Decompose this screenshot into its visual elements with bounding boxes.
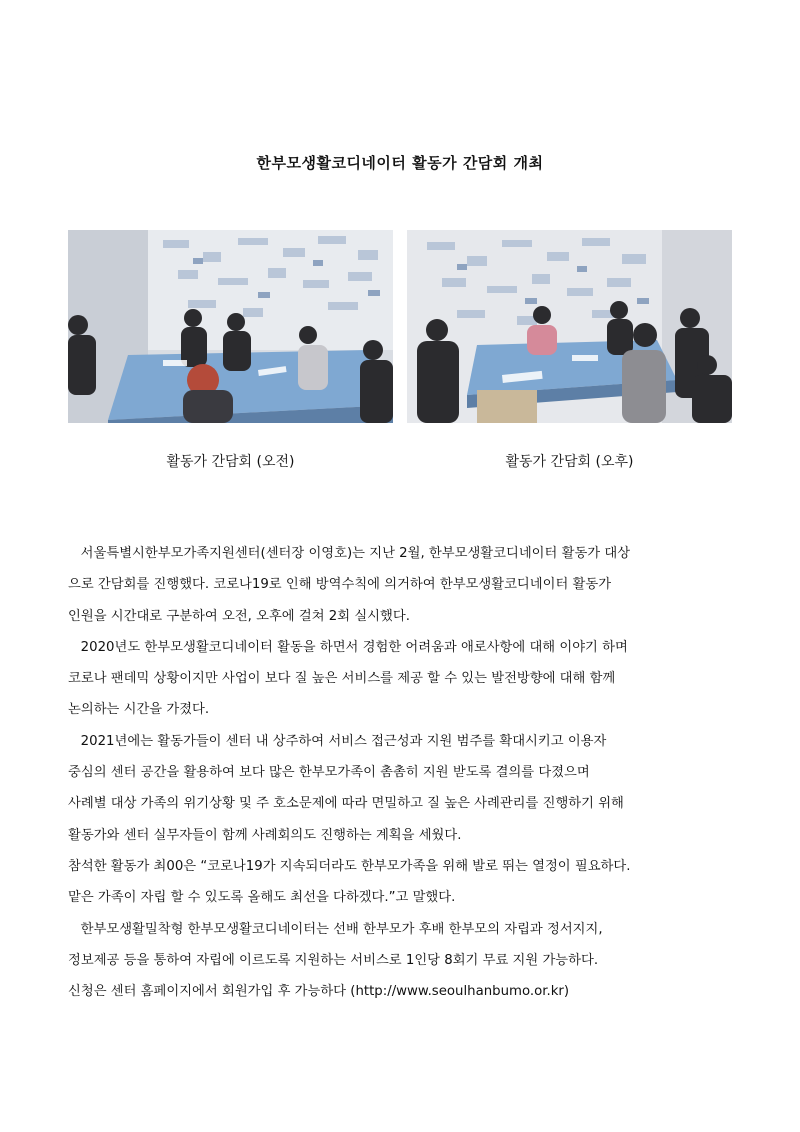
body-line: 2021년에는 활동가들이 센터 내 상주하여 서비스 접근성과 지원 범주를 확대시키고 이용자 — [68, 733, 607, 749]
body-line: 맡은 가족이 자립 할 수 있도록 올해도 최선을 다하겠다.”고 말했다. — [68, 890, 456, 906]
body-line: 신청은 센터 홈페이지에서 회원가입 후 가능하다 (http://www.seoulhanbumo.or.kr) — [68, 984, 570, 1000]
photo-caption-morning: 활동가 간담회 (오전) — [166, 454, 295, 470]
body-line: 활동가와 센터 실무자들이 함께 사례회의도 진행하는 계획을 세웠다. — [68, 827, 462, 843]
body-line: 참석한 활동가 최00은 “코로나19가 지속되더라도 한부모가족을 위해 발로 뛰는 열정이 필요하다. — [68, 858, 631, 874]
body-line: 정보제공 등을 통하여 자립에 이르도록 지원하는 서비스로 1인당 8회기 무료 지원 가능하다. — [68, 952, 599, 968]
body-line: 논의하는 시간을 가졌다. — [68, 702, 210, 718]
photo-caption-afternoon: 활동가 간담회 (오후) — [505, 454, 634, 470]
body-line: 서울특별시한부모가족지원센터(센터장 이영호)는 지난 2월, 한부모생활코디네이터 활동가 대상 — [68, 546, 631, 561]
meeting-photo-morning — [68, 230, 393, 423]
article-body — [68, 538, 738, 1007]
document-title: 한부모생활코디네이터 활동가 간담회 개최 — [256, 154, 544, 172]
body-line: 인원을 시간대로 구분하여 오전, 오후에 걸쳐 2회 실시했다. — [68, 608, 410, 624]
body-line: 으로 간담회를 진행했다. 코로나19로 인해 방역수칙에 의거하여 한부모생활코디네이터 활동가 — [68, 577, 612, 593]
body-line: 중심의 센터 공간을 활용하여 보다 많은 한부모가족이 촘촘히 지원 받도록 결의를 다졌으며 — [68, 765, 590, 781]
body-line: 코로나 팬데믹 상황이지만 사업이 보다 질 높은 서비스를 제공 할 수 있는 발전방향에 대해 함께 — [68, 671, 616, 687]
body-line: 한부모생활밀착형 한부모생활코디네이터는 선배 한부모가 후배 한부모의 자립과 정서지지, — [68, 921, 603, 937]
meeting-photo-afternoon — [407, 230, 732, 423]
body-line: 2020년도 한부모생활코디네이터 활동을 하면서 경험한 어려움과 애로사항에 대해 이야기 하며 — [68, 639, 628, 655]
body-line: 사례별 대상 가족의 위기상황 및 주 호소문제에 따라 면밀하고 질 높은 사례관리를 진행하기 위해 — [68, 796, 624, 812]
